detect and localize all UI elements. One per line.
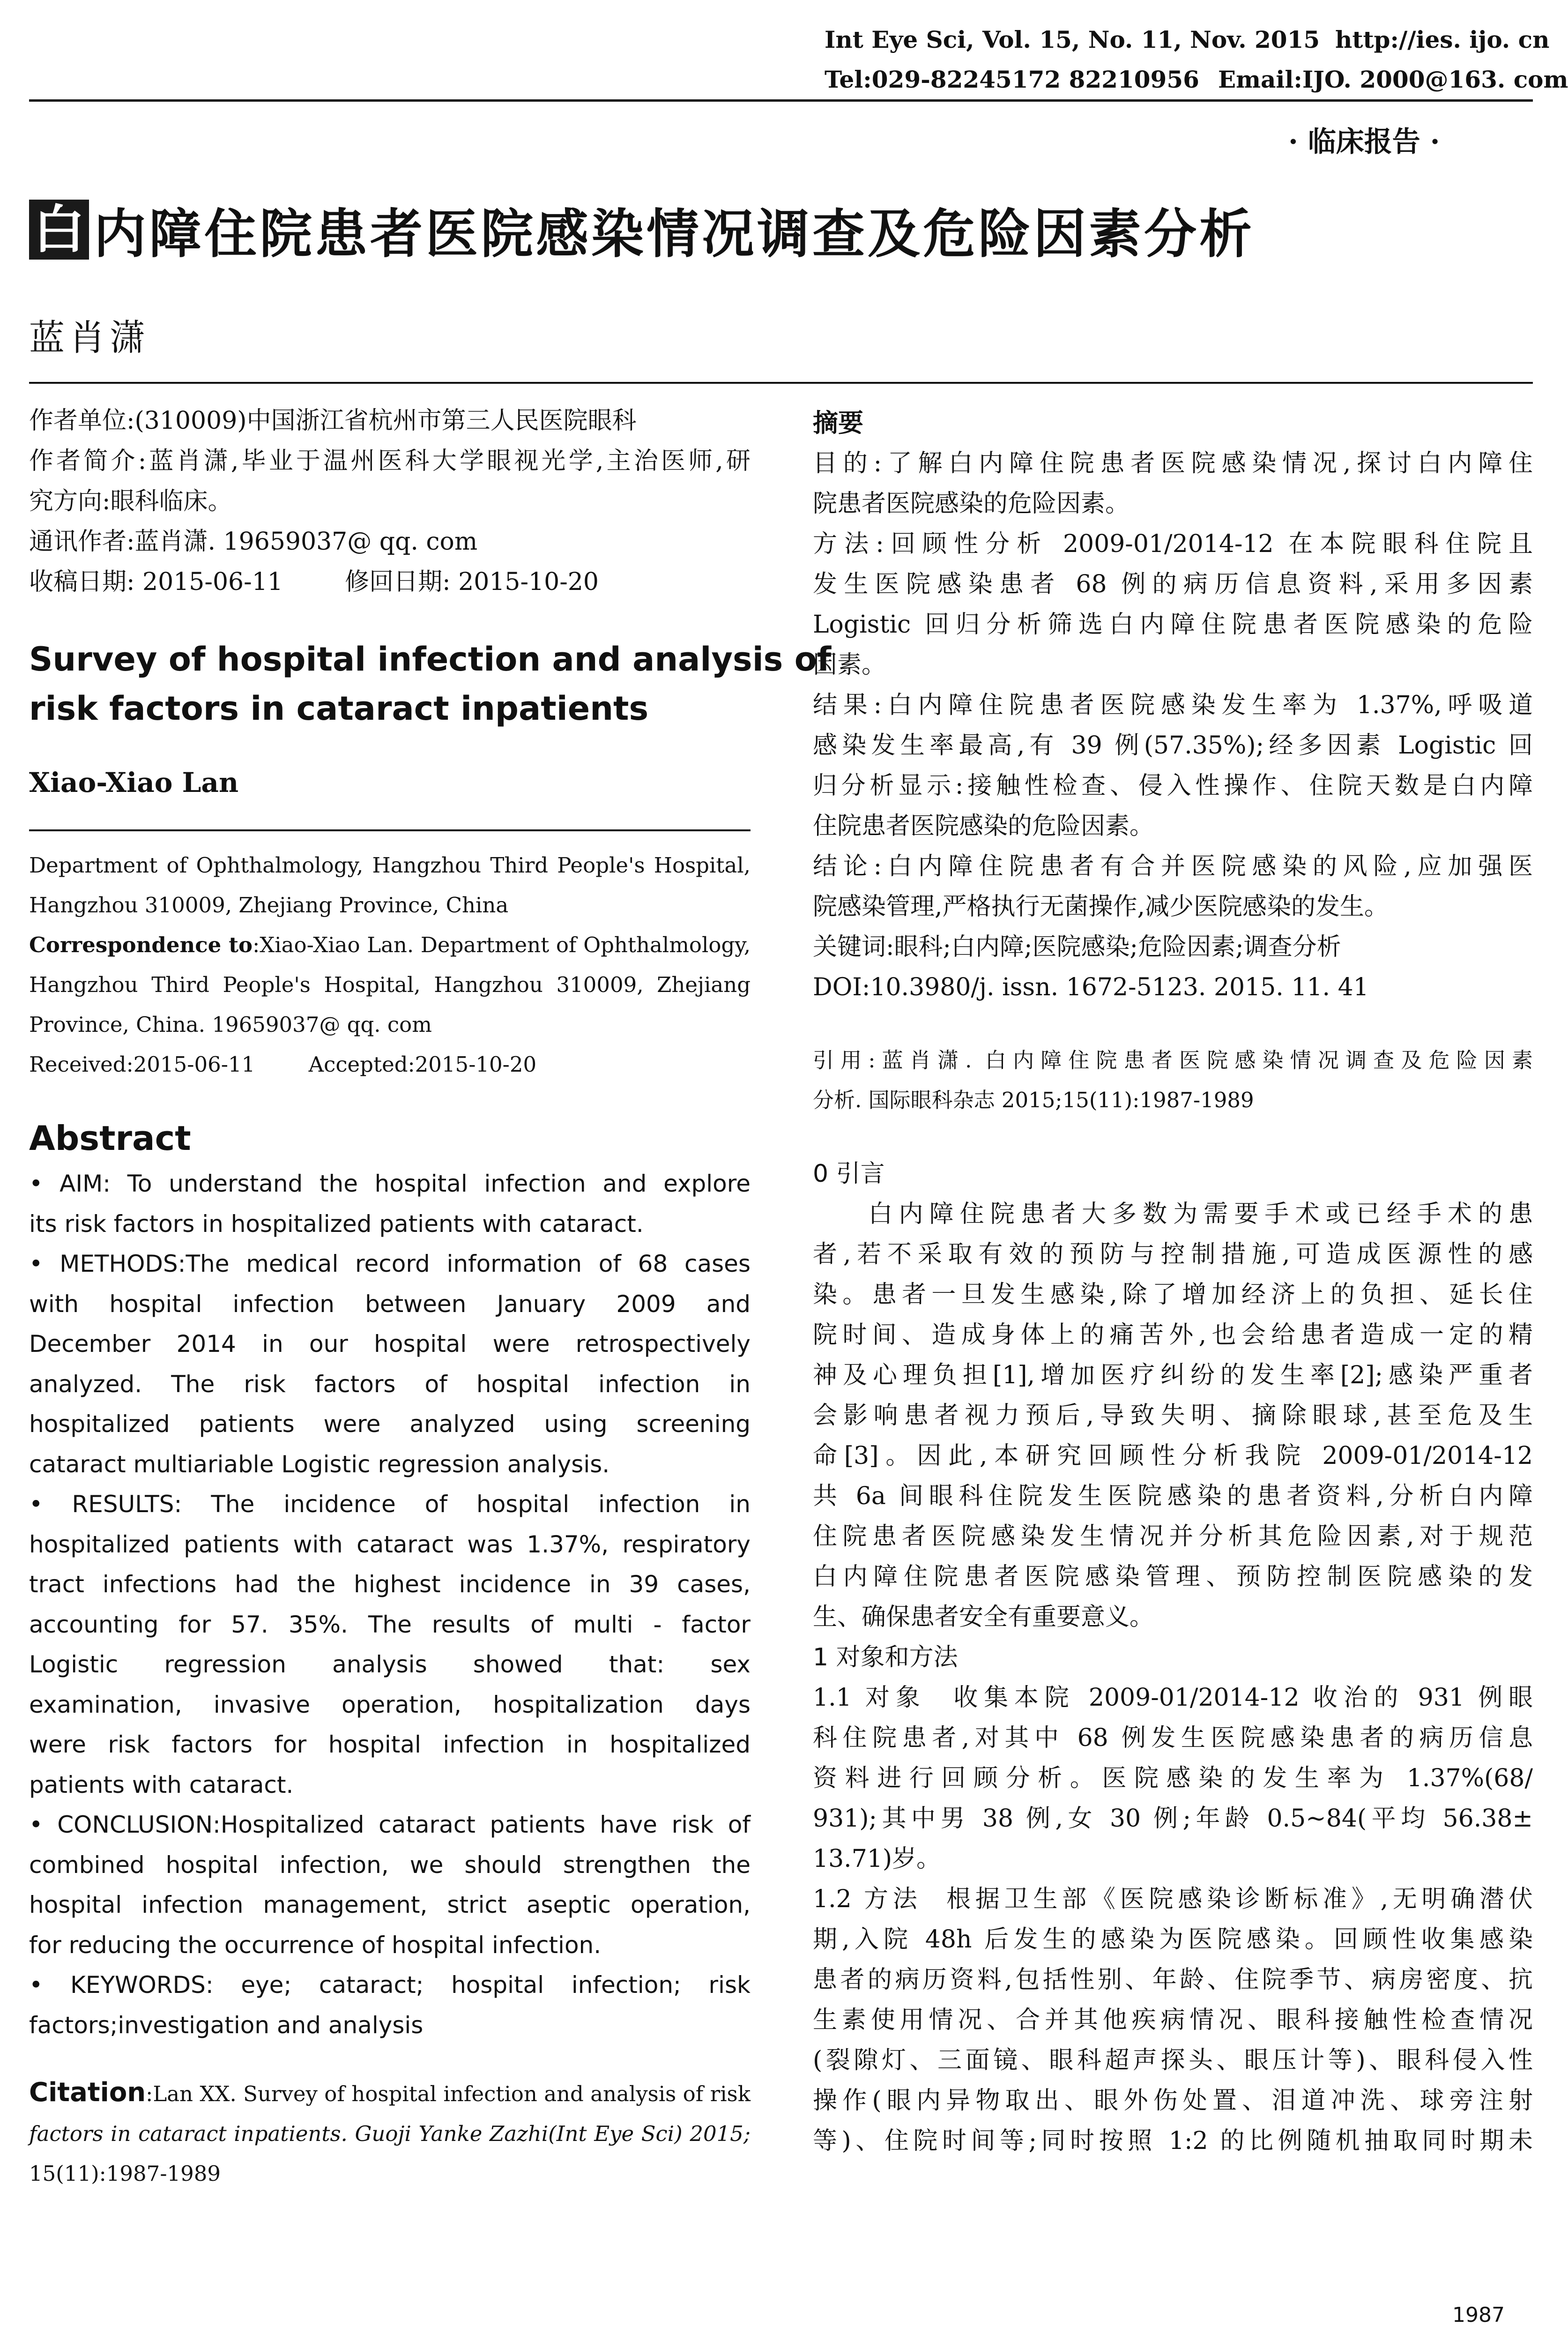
methods-line: 931);其中男 38 例,女 30 例;年龄 0.5~84(平均 56.38± [813, 1805, 1533, 1833]
abstract-line: tract infections had the highest incidence in 39 cases, [29, 1571, 751, 1598]
citation-label: Citation [29, 2077, 146, 2108]
section-label: · 临床报告 · [1288, 126, 1440, 158]
author-name-cn: 蓝肖潇 [29, 317, 150, 358]
abstract-body [29, 1164, 751, 2045]
info-line: 收稿日期: 2015-06-11 修回日期: 2015-10-20 [29, 568, 599, 596]
abstract-line: Logistic regression analysis showed that: sex [29, 1651, 751, 1678]
abstract-line: examination, invasive operation, hospitalization days [29, 1691, 751, 1718]
correspondence-line [29, 925, 751, 965]
title-dropcap: 白 [29, 200, 89, 260]
correspondence-line: Province, China. 19659037@ qq. com [29, 1012, 432, 1037]
correspondence-line: Hangzhou Third People's Hospital, Hangzhou 310009, Zhejiang [29, 972, 751, 997]
right-column [813, 403, 1533, 2161]
intro-line: 者,若不采取有效的预防与控制措施,可造成医源性的感 [813, 1240, 1533, 1268]
cn-citation-line: 分析. 国际眼科杂志 2015;15(11):1987-1989 [813, 1088, 1254, 1112]
title-text: 内障住院患者医院感染情况调查及危险因素分析 [94, 203, 1255, 265]
abstract-line: • METHODS:The medical record information of 68 cases [29, 1250, 751, 1277]
methods-line: 患者的病历资料,包括性别、年龄、住院季节、病房密度、抗 [813, 1966, 1533, 1994]
intro-line: 白内障住院患者大多数为需要手术或已经手术的患 [813, 1200, 1533, 1228]
author-info [29, 401, 751, 602]
cn-citation [813, 1040, 1533, 1120]
english-title [29, 635, 832, 733]
methods-line: 操作(眼内异物取出、眼外伤处置、泪道冲洗、球旁注射 [813, 2087, 1533, 2115]
affiliation [29, 845, 751, 1084]
intro-line: 神及心理负担[1],增加医疗纠纷的发生率[2];感染严重者 [813, 1361, 1533, 1389]
citation-line: 15(11):1987-1989 [29, 2161, 221, 2186]
journal-tel: Tel:029-82245172 82210956 [825, 66, 1199, 93]
abstract-line: analyzed. The risk factors of hospital infection in [29, 1370, 751, 1398]
abstract-line: hospitalized patients with cataract was 1.37%, respiratory [29, 1530, 751, 1558]
summary-body [813, 443, 1533, 1007]
affil-line: Hangzhou 310009, Zhejiang Province, China [29, 893, 509, 917]
summary-line: 感染发生率最高,有 39 例(57.35%);经多因素 Logistic 回 [813, 731, 1533, 760]
citation-line: factors in cataract inpatients. Guoji Yanke Zazhi(Int Eye Sci) 2015; [29, 2121, 751, 2146]
abstract-line: • AIM: To understand the hospital infection and explore [29, 1170, 751, 1197]
intro-line: 染。患者一旦发生感染,除了增加经济上的负担、延长住 [813, 1281, 1533, 1309]
english-title-line: Survey of hospital infection and analysis of [29, 640, 832, 679]
abstract-heading: Abstract [29, 1119, 191, 1158]
intro-line: 生、确保患者安全有重要意义。 [813, 1603, 1154, 1631]
journal-url[interactable]: http://ies. ijo. cn [1335, 26, 1550, 53]
abstract-line: hospital infection management, strict aseptic operation, [29, 1891, 751, 1918]
intro-body [813, 1194, 1533, 1637]
correspondence-label: Correspondence to [29, 932, 253, 957]
intro-line: 命[3]。因此,本研究回顾性分析我院 2009-01/2014-12 [813, 1442, 1533, 1470]
summary-line: 因素。 [813, 651, 886, 679]
abstract-line: • RESULTS: The incidence of hospital infection in [29, 1491, 751, 1518]
summary-heading: 摘要 [813, 408, 863, 438]
methods-line: 期,入院 48h 后发生的感染为医院感染。回顾性收集感染 [813, 1925, 1533, 1954]
summary-line: 结果:白内障住院患者医院感染发生率为 1.37%,呼吸道 [813, 691, 1533, 719]
methods-line: 资料进行回顾分析。医院感染的发生率为 1.37%(68/ [813, 1764, 1533, 1792]
keywords-cn: 关键词:眼科;白内障;医院感染;危险因素;调查分析 [813, 933, 1341, 961]
article-title [29, 197, 1255, 265]
methods-line: 生素使用情况、合并其他疾病情况、眼科接触性检查情况 [813, 2006, 1533, 2034]
methods-heading: 1 对象和方法 [813, 1643, 958, 1671]
journal-email[interactable]: Email:IJO. 2000@163. com [1218, 66, 1568, 93]
summary-line: Logistic 回归分析筛选白内障住院患者医院感染的危险 [813, 611, 1533, 639]
info-line: 作者单位:(310009)中国浙江省杭州市第三人民医院眼科 [29, 407, 637, 435]
abstract-line: for reducing the occurrence of hospital infection. [29, 1931, 602, 1959]
intro-line: 会影响患者视力预后,导致失明、摘除眼球,甚至危及生 [813, 1402, 1533, 1430]
intro-line: 住院患者医院感染发生情况并分析其危险因素,对于规范 [813, 1522, 1533, 1551]
summary-line: 住院患者医院感染的危险因素。 [813, 812, 1154, 840]
methods-body [813, 1678, 1533, 2161]
header-rule [29, 99, 1533, 102]
info-line: 究方向:眼科临床。 [29, 487, 232, 515]
intro-heading: 0 引言 [813, 1160, 885, 1188]
abstract-line: with hospital infection between January 2009 and [29, 1290, 751, 1318]
left-column [29, 401, 832, 2193]
abstract-line: combined hospital infection, we should strengthen the [29, 1851, 751, 1879]
summary-line: 归分析显示:接触性检查、侵入性操作、住院天数是白内障 [813, 772, 1533, 800]
english-author: Xiao-Xiao Lan [29, 767, 239, 798]
summary-line: 目的:了解白内障住院患者医院感染情况,探讨白内障住 [813, 449, 1533, 477]
english-title-line: risk factors in cataract inpatients [29, 689, 649, 728]
summary-line: 方法:回顾性分析 2009-01/2014-12 在本院眼科住院且 [813, 530, 1533, 558]
cn-citation-line: 引用:蓝肖潇. 白内障住院患者医院感染情况调查及危险因素 [813, 1048, 1533, 1073]
journal-citation-header: Int Eye Sci, Vol. 15, No. 11, Nov. 2015 [825, 26, 1320, 53]
methods-line: 科住院患者,对其中 68 例发生医院感染患者的病历信息 [813, 1724, 1533, 1752]
received-accepted: Received:2015-06-11 Accepted:2015-10-20 [29, 1052, 537, 1077]
intro-line: 院时间、造成身体上的痛苦外,也会给患者造成一定的精 [813, 1321, 1533, 1349]
abstract-line: cataract multiariable Logistic regression analysis. [29, 1450, 610, 1478]
abstract-line: • CONCLUSION:Hospitalized cataract patients have risk of [29, 1811, 751, 1838]
intro-line: 共 6a 间眼科住院发生医院感染的患者资料,分析白内障 [813, 1482, 1533, 1510]
abstract-line: patients with cataract. [29, 1771, 294, 1798]
affil-rule [29, 829, 751, 831]
correspondence-text: :Xiao-Xiao Lan. Department of Ophthalmology, [253, 932, 751, 957]
methods-line: 1.1 对象 收集本院 2009-01/2014-12 收治的 931 例眼 [813, 1684, 1533, 1712]
abstract-line: were risk factors for hospital infection in hospitalized [29, 1731, 751, 1758]
methods-line: (裂隙灯、三面镜、眼科超声探头、眼压计等)、眼科侵入性 [813, 2046, 1533, 2074]
abstract-line: hospitalized patients were analyzed using screening [29, 1410, 751, 1438]
info-line: 通讯作者:蓝肖潇. 19659037@ qq. com [29, 528, 478, 556]
info-line: 作者简介:蓝肖潇,毕业于温州医科大学眼视光学,主治医师,研 [29, 447, 751, 475]
title-rule [29, 382, 1533, 384]
summary-line: 发生医院感染患者 68 例的病历信息资料,采用多因素 [813, 570, 1533, 598]
page-number: 1987 [1452, 2303, 1505, 2327]
doi[interactable]: DOI:10.3980/j. issn. 1672-5123. 2015. 11. 41 [813, 973, 1369, 1001]
abstract-line: December 2014 in our hospital were retrospectively [29, 1330, 751, 1357]
citation [29, 2073, 751, 2193]
abstract-line: its risk factors in hospitalized patients with cataract. [29, 1210, 644, 1238]
abstract-line: accounting for 57. 35%. The results of multi - factor [29, 1611, 751, 1638]
methods-line: 13.71)岁。 [813, 1845, 941, 1873]
methods-line: 1.2 方法 根据卫生部《医院感染诊断标准》,无明确潜伏 [813, 1885, 1533, 1913]
summary-line: 结论:白内障住院患者有合并医院感染的风险,应加强医 [813, 852, 1533, 880]
methods-line: 等)、住院时间等;同时按照 1:2 的比例随机抽取同时期未 [813, 2127, 1533, 2155]
abstract-line: factors;investigation and analysis [29, 2011, 424, 2039]
citation-text: :Lan XX. Survey of hospital infection and analysis of risk [146, 2081, 751, 2106]
summary-line: 院感染管理,严格执行无菌操作,减少医院感染的发生。 [813, 893, 1389, 921]
intro-line: 白内障住院患者医院感染管理、预防控制医院感染的发 [813, 1563, 1533, 1591]
citation-line [29, 2073, 751, 2114]
affil-line: Department of Ophthalmology, Hangzhou Third People's Hospital, [29, 853, 751, 878]
summary-line: 院患者医院感染的危险因素。 [813, 490, 1130, 518]
abstract-line: • KEYWORDS: eye; cataract; hospital infection; risk [29, 1971, 751, 1999]
